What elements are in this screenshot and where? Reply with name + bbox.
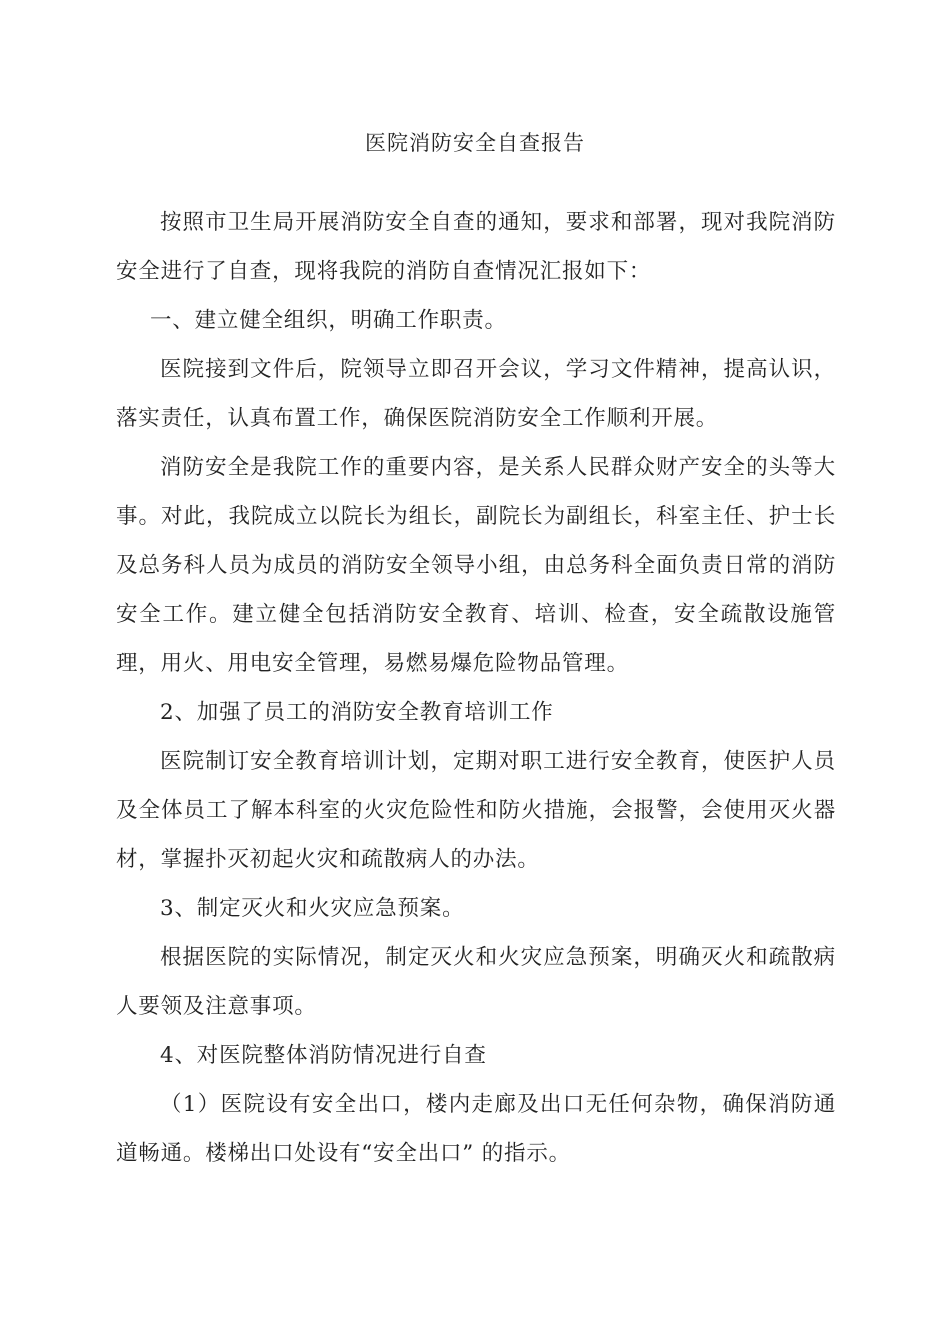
section-heading-2: 2、加强了员工的消防安全教育培训工作 — [160, 700, 554, 725]
paragraph-leadership-group: 消防安全是我院工作的重要内容，是关系人民群众财产安全的头等大事。对此，我院成立以院长为组长，副院长为副组长，科室主任、护士长及总务科人员为成员的消防安全领导小组，由总务科全面负责日常的消防安全工作。建立健全包括消防安全教育、培训、检查，安全疏散设施管理，用火、用电安全管理，易燃易爆危险物品管理。 — [116, 455, 836, 676]
document-body — [116, 198, 836, 1178]
paragraph-safety-exit: （1）医院设有安全出口，楼内走廊及出口无任何杂物，确保消防通道畅通。楼梯出口处设有“安全出口” 的指示。 — [116, 1092, 836, 1166]
section-heading-1: 一、建立健全组织，明确工作职责。 — [150, 308, 507, 333]
section-heading-3: 3、制定灭火和火灾应急预案。 — [160, 896, 465, 921]
intro-paragraph: 按照市卫生局开展消防安全自查的通知，要求和部署，现对我院消防安全进行了自查，现将我院的消防自查情况汇报如下： — [116, 210, 836, 284]
paragraph-organization: 医院接到文件后，院领导立即召开会议，学习文件精神，提高认识，落实责任，认真布置工作，确保医院消防安全工作顺利开展。 — [116, 357, 836, 431]
document-title: 医院消防安全自查报告 — [365, 131, 585, 155]
section-heading-4: 4、对医院整体消防情况进行自查 — [160, 1043, 487, 1068]
paragraph-training: 医院制订安全教育培训计划，定期对职工进行安全教育，使医护人员及全体员工了解本科室的火灾危险性和防火措施，会报警，会使用灭火器材，掌握扑灭初起火灾和疏散病人的办法。 — [116, 749, 836, 872]
paragraph-emergency-plan: 根据医院的实际情况，制定灭火和火灾应急预案，明确灭火和疏散病人要领及注意事项。 — [116, 945, 836, 1019]
